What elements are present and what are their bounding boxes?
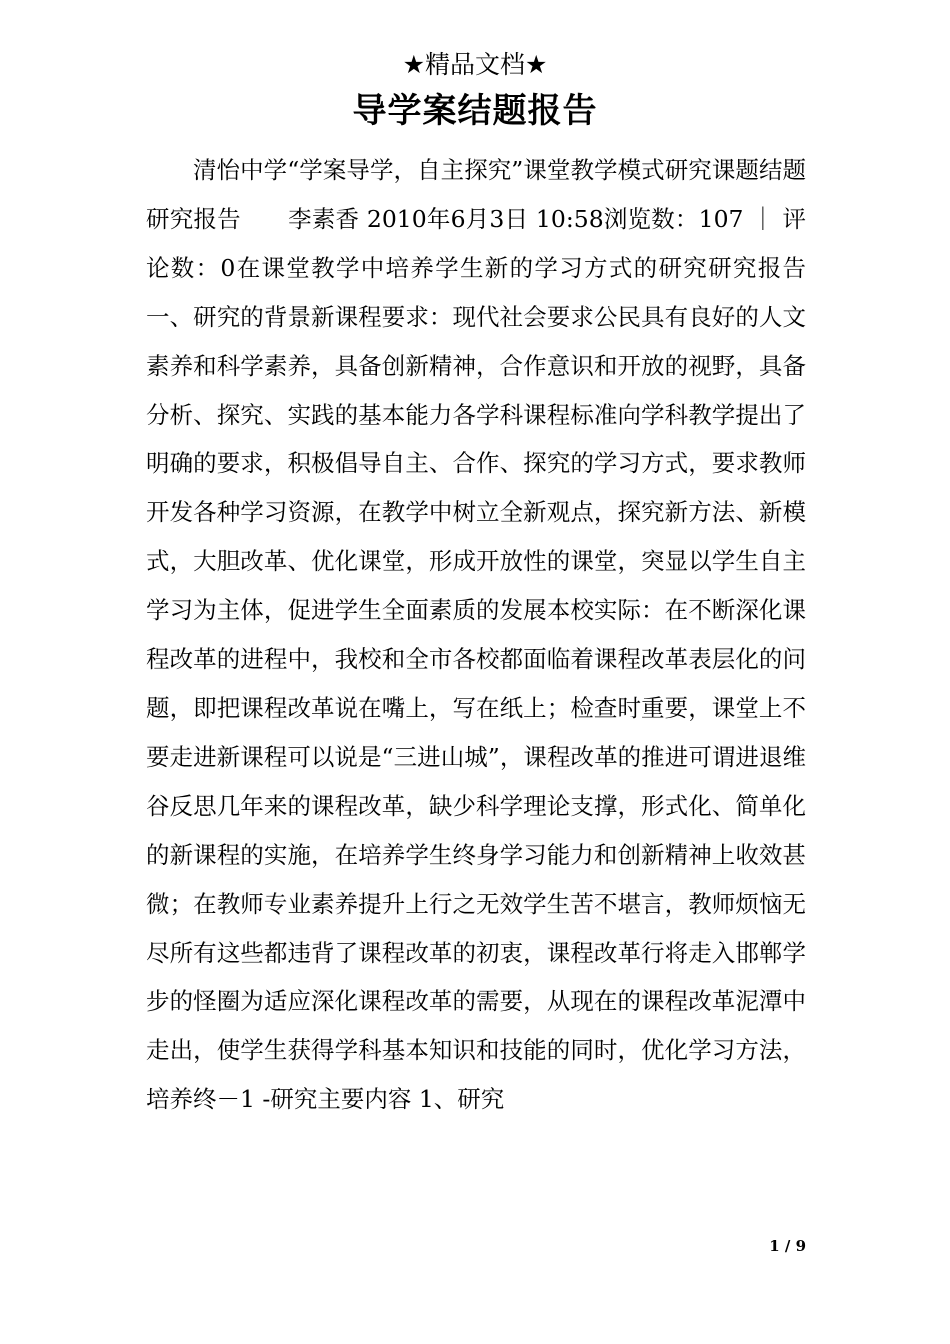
page-number: 1 / 9 (769, 1237, 806, 1255)
body-paragraph: 清怡中学“学案导学，自主探究”课堂教学模式研究课题结题研究报告 李素香 2010年6月3日 10:58浏览数：107 ｜ 评论数：0在课堂教学中培养学生新的学习方式的研究研究报告一、研究的背景新课程要求：现代社会要求公民具有良好的人文素养和科学素养，具备创新精神，合作意识和开放的视野，具备分析、探究、实践的基本能力各学科课程标准向学科教学提出了明确的要求，积极倡导自主、合作、探究的学习方式，要求教师开发各种学习资源，在教学中树立全新观点，探究新方法、新模式，大胆改革、优化课堂，形成开放性的课堂，突显以学生自主学习为主体，促进学生全面素质的发展本校实际：在不断深化课程改革的进程中，我校和全市各校都面临着课程改革表层化的问题，即把课程改革说在嘴上，写在纸上；检查时重要，课堂上不要走进新课程可以说是“三进山城”，课程改革的推进可谓进退维谷反思几年来的课程改革，缺少科学理论支撑，形式化、简单化的新课程的实施，在培养学生终身学习能力和创新精神上收效甚微；在教师专业素养提升上行之无效学生苦不堪言，教师烦恼无尽所有这些都违背了课程改革的初衷，课程改革行将走入邯郸学步的怪圈为适应深化课程改革的需要，从现在的课程改革泥潭中走出，使学生获得学科基本知识和技能的同时，优化学习方法，培养终－1 -研究主要内容 1、研究 (146, 156, 806, 1114)
document-title: 导学案结题报告 (352, 91, 598, 131)
header-quality-mark: ★精品文档★ (402, 50, 548, 79)
